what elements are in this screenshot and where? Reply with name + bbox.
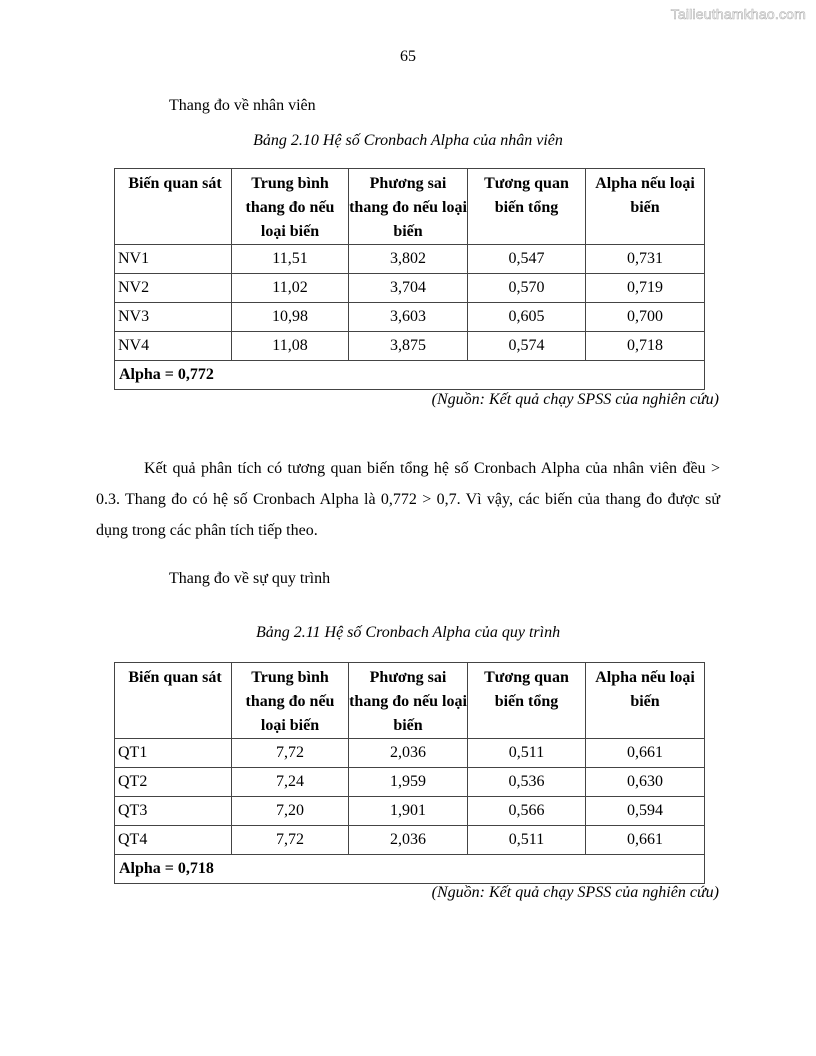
section-title-staff: Thang đo về nhân viên — [169, 97, 316, 114]
cell-alpha: 0,630 — [586, 768, 705, 797]
cell-correlation: 0,570 — [468, 274, 586, 303]
table-row — [115, 245, 705, 274]
cell-mean: 11,08 — [232, 332, 349, 361]
table-source-process: (Nguồn: Kết quả chạy SPSS của nghiên cứu) — [431, 884, 719, 901]
table-row — [115, 303, 705, 332]
header-correlation: Tương quan biến tổng — [468, 663, 586, 739]
cell-alpha: 0,719 — [586, 274, 705, 303]
section-title-process: Thang đo về sự quy trình — [169, 570, 331, 587]
cell-mean: 7,24 — [232, 768, 349, 797]
table-caption-staff: Bảng 2.10 Hệ số Cronbach Alpha của nhân viên — [253, 132, 563, 149]
cell-alpha: 0,661 — [586, 826, 705, 855]
cell-variable: QT1 — [115, 739, 232, 768]
cell-mean: 11,51 — [232, 245, 349, 274]
cell-correlation: 0,605 — [468, 303, 586, 332]
header-variable: Biến quan sát — [115, 169, 232, 245]
header-mean: Trung bình thang đo nếu loại biến — [232, 169, 349, 245]
cell-alpha: 0,661 — [586, 739, 705, 768]
header-mean: Trung bình thang đo nếu loại biến — [232, 663, 349, 739]
table-source-staff: (Nguồn: Kết quả chạy SPSS của nghiên cứu) — [431, 391, 719, 408]
cronbach-table-staff — [114, 168, 705, 390]
analysis-paragraph: Kết quả phân tích có tương quan biến tổng hệ số Cronbach Alpha của nhân viên đều > 0.3. Thang đo có hệ số Cronbach Alpha là 0,772 > 0,7. Vì vậy, các biến của thang đo được sử dụng trong các phân tích tiếp theo. — [96, 460, 720, 539]
cell-variable: QT4 — [115, 826, 232, 855]
table-alpha-row — [115, 855, 705, 884]
cell-variance: 3,875 — [349, 332, 468, 361]
cell-mean: 7,72 — [232, 826, 349, 855]
header-correlation: Tương quan biến tổng — [468, 169, 586, 245]
cell-variance: 2,036 — [349, 826, 468, 855]
table-header-row — [115, 663, 705, 739]
cell-variance: 3,603 — [349, 303, 468, 332]
table-header-row — [115, 169, 705, 245]
cell-mean: 7,72 — [232, 739, 349, 768]
cell-variable: NV2 — [115, 274, 232, 303]
cell-variable: QT3 — [115, 797, 232, 826]
cell-variable: NV3 — [115, 303, 232, 332]
header-variable: Biến quan sát — [115, 663, 232, 739]
cell-variance: 3,802 — [349, 245, 468, 274]
table-caption-process: Bảng 2.11 Hệ số Cronbach Alpha của quy trình — [255, 624, 561, 641]
table-row — [115, 739, 705, 768]
header-variance: Phương sai thang đo nếu loại biến — [349, 169, 468, 245]
table-row — [115, 332, 705, 361]
header-variance: Phương sai thang đo nếu loại biến — [349, 663, 468, 739]
header-alpha-if-deleted: Alpha nếu loại biến — [586, 663, 705, 739]
cell-correlation: 0,566 — [468, 797, 586, 826]
cell-alpha-total: Alpha = 0,718 — [115, 855, 705, 884]
cell-alpha: 0,731 — [586, 245, 705, 274]
cell-correlation: 0,547 — [468, 245, 586, 274]
cell-correlation: 0,574 — [468, 332, 586, 361]
table-row — [115, 768, 705, 797]
cell-variance: 1,959 — [349, 768, 468, 797]
cell-correlation: 0,536 — [468, 768, 586, 797]
page-number: 65 — [400, 48, 416, 65]
cell-mean: 10,98 — [232, 303, 349, 332]
cell-variable: QT2 — [115, 768, 232, 797]
cell-variable: NV1 — [115, 245, 232, 274]
cell-alpha: 0,700 — [586, 303, 705, 332]
header-alpha-if-deleted: Alpha nếu loại biến — [586, 169, 705, 245]
table-row — [115, 274, 705, 303]
cell-alpha: 0,718 — [586, 332, 705, 361]
cell-mean: 7,20 — [232, 797, 349, 826]
cell-correlation: 0,511 — [468, 739, 586, 768]
cell-alpha-total: Alpha = 0,772 — [115, 361, 705, 390]
cell-mean: 11,02 — [232, 274, 349, 303]
watermark-text: Tailieuthamkhao.com — [670, 6, 806, 22]
cell-variance: 3,704 — [349, 274, 468, 303]
cronbach-table-process — [114, 662, 705, 884]
table-row — [115, 826, 705, 855]
cell-variance: 2,036 — [349, 739, 468, 768]
table-alpha-row — [115, 361, 705, 390]
table-row — [115, 797, 705, 826]
cell-variable: NV4 — [115, 332, 232, 361]
cell-variance: 1,901 — [349, 797, 468, 826]
cell-alpha: 0,594 — [586, 797, 705, 826]
cell-correlation: 0,511 — [468, 826, 586, 855]
